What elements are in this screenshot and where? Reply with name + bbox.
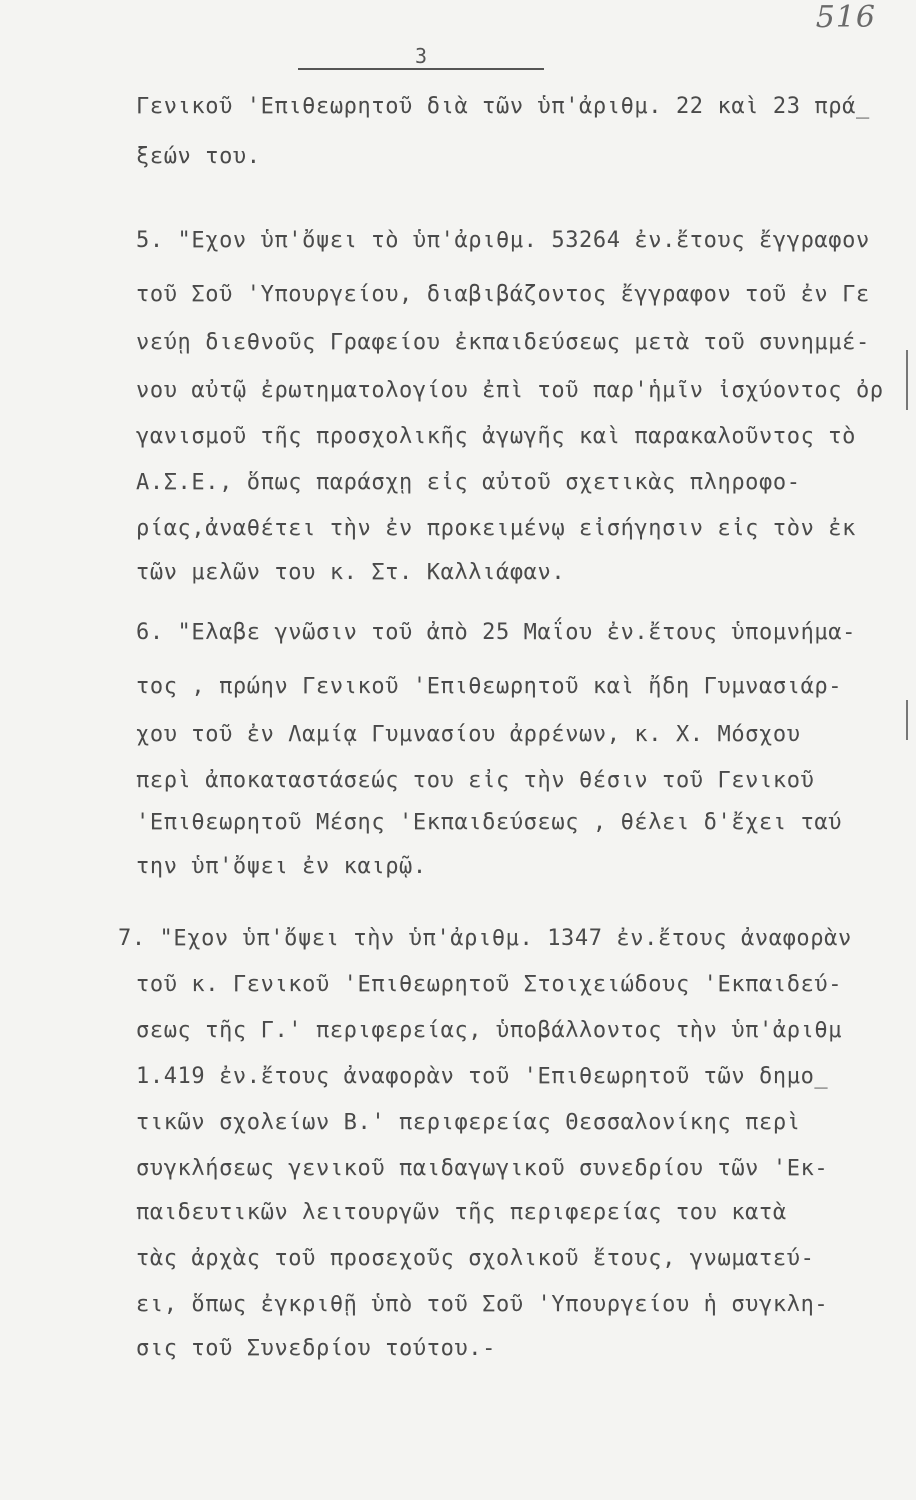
page-number: 3 bbox=[414, 44, 428, 68]
text-line: ρίας,ἀναθέτει τὴν ἐν προκειμένῳ εἰσήγησιν εἰς τὸν ἐκ bbox=[136, 516, 856, 541]
text-line: νεύῃ διεθνοῦς Γραφείου ἐκπαιδεύσεως μετὰ τοῦ συνημμέ- bbox=[136, 330, 870, 355]
text-line: τος , πρώην Γενικοῦ 'Επιθεωρητοῦ καὶ ἤδη Γυμνασιάρ- bbox=[136, 674, 843, 699]
text-line: τῶν μελῶν του κ. Στ. Καλλιάφαν. bbox=[136, 560, 566, 585]
text-line: σεως τῆς Γ.' περιφερείας, ὑποβάλλοντος τὴν ὑπ'ἀριθμ bbox=[136, 1018, 843, 1043]
text-line: 6. "Ελαβε γνῶσιν τοῦ ἀπὸ 25 Μαΐου ἐν.ἔτους ὑπομνήμα- bbox=[136, 620, 856, 645]
text-line: παιδευτικῶν λειτουργῶν τῆς περιφερείας του κατὰ bbox=[136, 1200, 787, 1225]
page-number-rule bbox=[298, 68, 544, 70]
text-line: νου αὐτῷ ἐρωτηματολογίου ἐπὶ τοῦ παρ'ἡμῖν ἰσχύοντος ὀρ bbox=[136, 378, 884, 403]
text-line: περὶ ἀποκαταστάσεώς του εἰς τὴν θέσιν τοῦ Γενικοῦ bbox=[136, 768, 815, 793]
margin-mark bbox=[906, 700, 908, 740]
text-line: 5. "Εχον ὑπ'ὄψει τὸ ὑπ'ἀριθμ. 53264 ἐν.ἔτους ἔγγραφον bbox=[136, 228, 870, 253]
text-line: τικῶν σχολείων Β.' περιφερείας Θεσσαλονίκης περὶ bbox=[136, 1110, 801, 1135]
text-line: 7. "Εχον ὑπ'ὄψει τὴν ὑπ'ἀριθμ. 1347 ἐν.ἔτους ἀναφορὰν bbox=[118, 926, 852, 951]
text-line: την ὑπ'ὄψει ἐν καιρῷ. bbox=[136, 854, 427, 879]
text-line: 'Επιθεωρητοῦ Μέσης 'Εκπαιδεύσεως , θέλει δ'ἔχει ταύ bbox=[136, 810, 843, 835]
text-line: γανισμοῦ τῆς προσχολικῆς ἀγωγῆς καὶ παρακαλοῦντος τὸ bbox=[136, 424, 856, 449]
text-line: 1.419 ἐν.ἔτους ἀναφορὰν τοῦ 'Επιθεωρητοῦ τῶν δημο_ bbox=[136, 1064, 829, 1089]
text-line: ξεών του. bbox=[136, 144, 261, 169]
text-line: Α.Σ.Ε., ὅπως παράσχῃ εἰς αὐτοῦ σχετικὰς πληροφο- bbox=[136, 470, 801, 495]
text-line: συγκλήσεως γενικοῦ παιδαγωγικοῦ συνεδρίου τῶν 'Εκ- bbox=[136, 1156, 829, 1181]
text-line: τοῦ κ. Γενικοῦ 'Επιθεωρητοῦ Στοιχειώδους 'Εκπαιδεύ- bbox=[136, 972, 843, 997]
text-line: τοῦ Σοῦ 'Υπουργείου, διαβιβάζοντος ἔγγραφον τοῦ ἐν Γε bbox=[136, 282, 870, 307]
text-line: σις τοῦ Συνεδρίου τούτου.- bbox=[136, 1336, 496, 1361]
text-line: Γενικοῦ 'Επιθεωρητοῦ διὰ τῶν ὑπ'ἀριθμ. 22 καὶ 23 πρά_ bbox=[136, 94, 870, 119]
text-line: τὰς ἀρχὰς τοῦ προσεχοῦς σχολικοῦ ἔτους, γνωματεύ- bbox=[136, 1246, 815, 1271]
margin-mark bbox=[906, 350, 908, 410]
archive-number: 516 bbox=[815, 0, 876, 35]
text-line: χου τοῦ ἐν Λαμίᾳ Γυμνασίου ἀρρένων, κ. Χ. Μόσχου bbox=[136, 722, 801, 747]
text-line: ει, ὅπως ἐγκριθῇ ὑπὸ τοῦ Σοῦ 'Υπουργείου ἡ συγκλη- bbox=[136, 1292, 829, 1317]
